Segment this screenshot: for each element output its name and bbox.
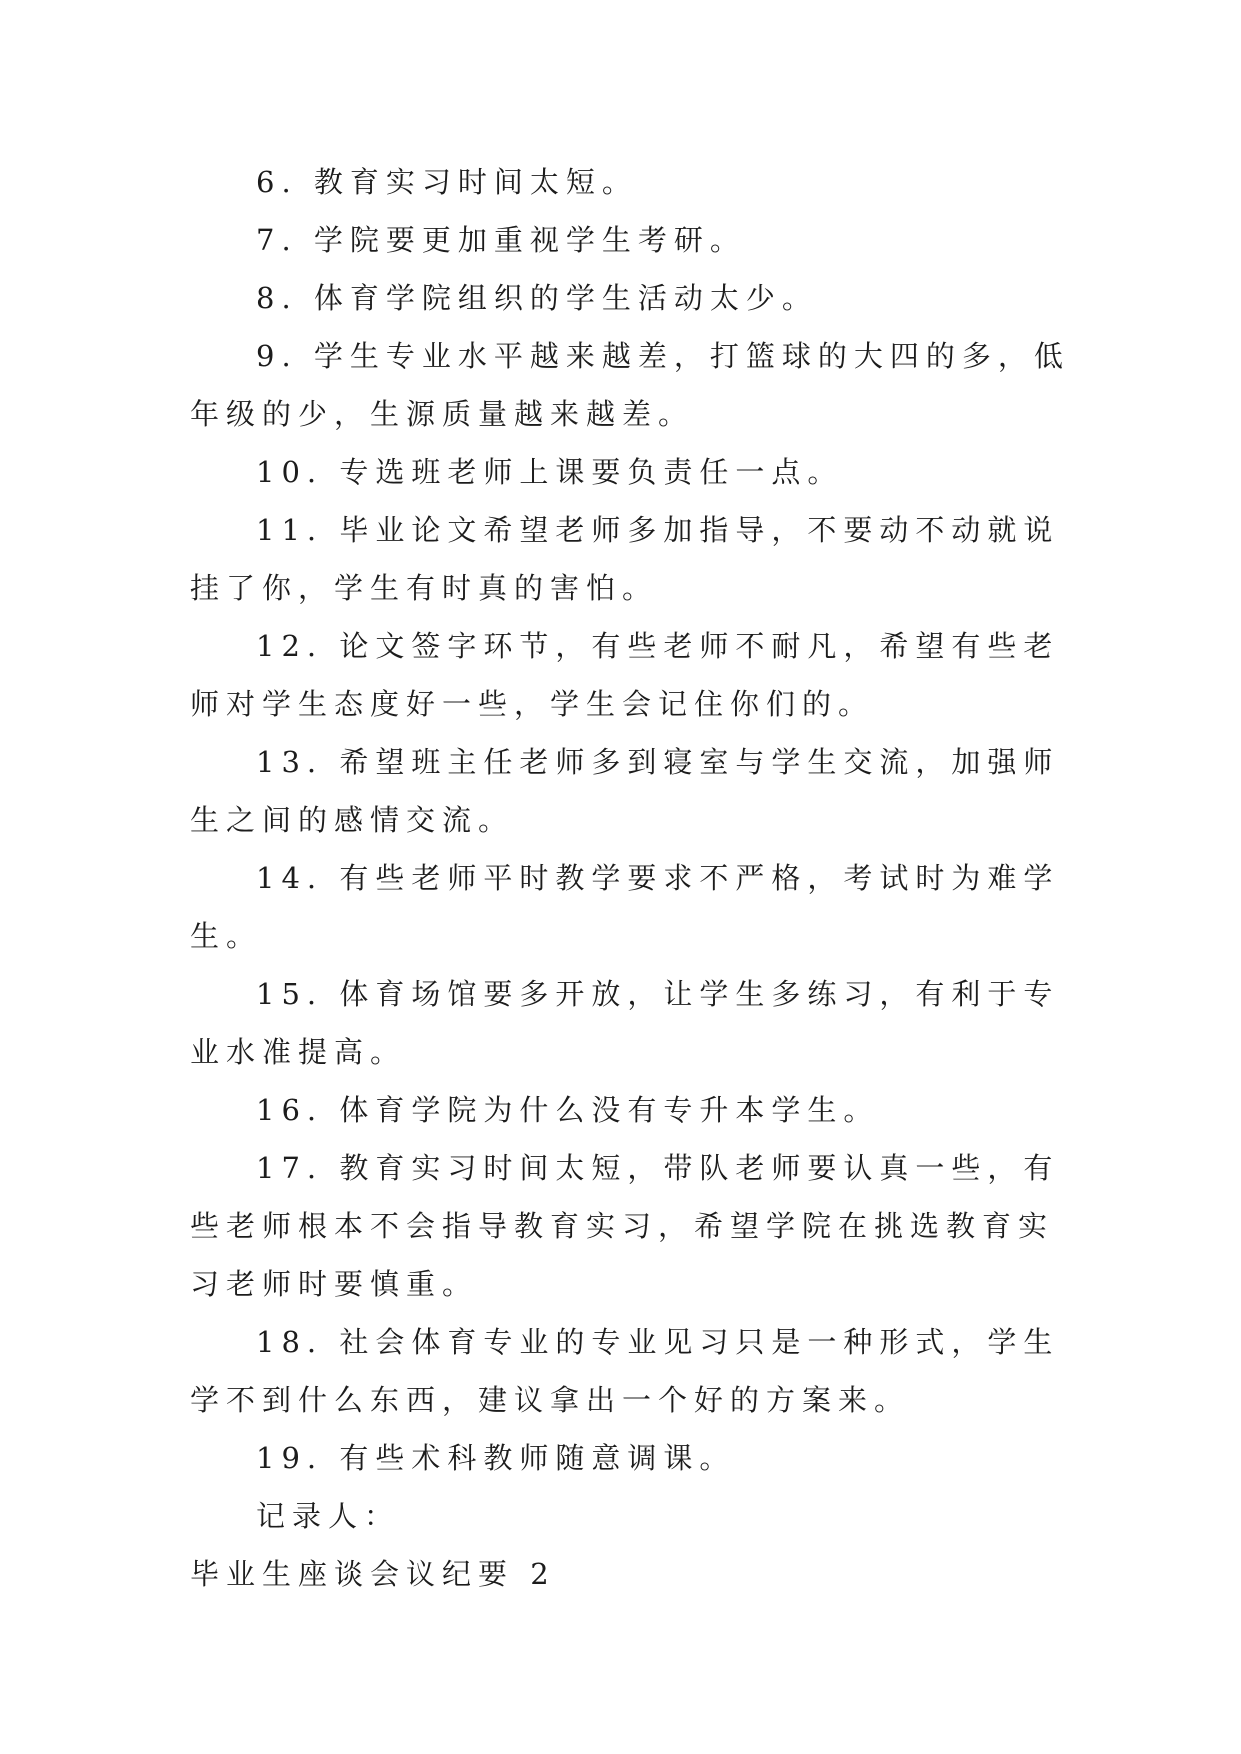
paragraph-item-16: 16. 体育学院为什么没有专升本学生。	[256, 1093, 880, 1127]
paragraph-item-6: 6. 教育实习时间太短。	[256, 165, 638, 199]
paragraph-item-12: 12. 论文签字环节，有些老师不耐凡，希望有些老师对学生态度好一些，学生会记住你们的。	[190, 629, 1060, 721]
paragraph-item-13: 13. 希望班主任老师多到寝室与学生交流，加强师生之间的感情交流。	[190, 745, 1060, 837]
paragraph-item-11: 11. 毕业论文希望老师多加指导，不要动不动就说挂了你，学生有时真的害怕。	[190, 513, 1060, 605]
document-body	[190, 153, 1070, 1603]
paragraph-item-8: 8. 体育学院组织的学生活动太少。	[256, 281, 818, 315]
section-title: 毕业生座谈会议纪要 2	[190, 1557, 556, 1591]
paragraph-item-19: 19. 有些术科教师随意调课。	[256, 1441, 736, 1475]
paragraph-item-18: 18. 社会体育专业的专业见习只是一种形式，学生学不到什么东西，建议拿出一个好的方案来。	[190, 1325, 1060, 1417]
paragraph-item-7: 7. 学院要更加重视学生考研。	[256, 223, 746, 257]
paragraph-item-10: 10. 专选班老师上课要负责任一点。	[256, 455, 844, 489]
paragraph-item-15: 15. 体育场馆要多开放，让学生多练习，有利于专业水准提高。	[190, 977, 1060, 1069]
recorder-line: 记录人：	[256, 1499, 401, 1533]
paragraph-item-14: 14. 有些老师平时教学要求不严格，考试时为难学生。	[190, 861, 1060, 953]
paragraph-item-17: 17. 教育实习时间太短，带队老师要认真一些，有些老师根本不会指导教育实习，希望学院在挑选教育实习老师时要慎重。	[190, 1151, 1060, 1301]
paragraph-item-9: 9. 学生专业水平越来越差，打篮球的大四的多，低年级的少，生源质量越来越差。	[190, 339, 1070, 431]
